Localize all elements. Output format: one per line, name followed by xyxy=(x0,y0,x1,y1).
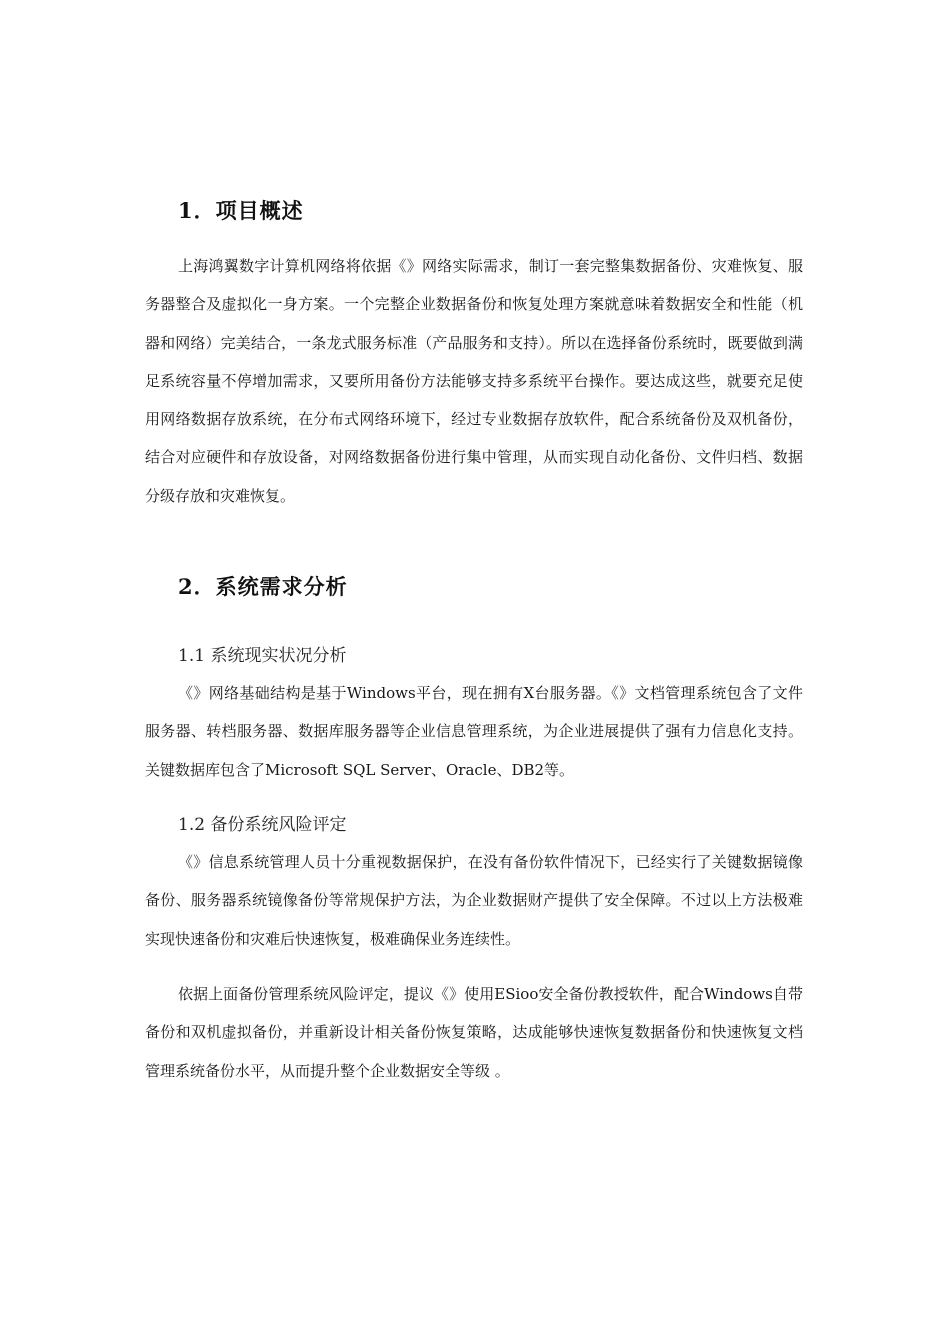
section-1-heading: 1．项目概述 xyxy=(178,198,304,223)
section-2-heading: 2．系统需求分析 xyxy=(178,574,348,599)
section-1-paragraph: 上海鸿翼数字计算机网络将依据《》网络实际需求，制订一套完整集数据备份、灾难恢复、服务器整合及虚拟化一身方案。一个完整企业数据备份和恢复处理方案就意味着数据安全和性能（机器和网络）完美结合，一条龙式服务标准（产品服务和支持）。所以在选择备份系统时，既要做到满足系统容量不停增加需求，又要所用备份方法能够支持多系统平台操作。要达成这些，就要充足使用网络数据存放系统，在分布式网络环境下，经过专业数据存放软件，配合系统备份及双机备份，结合对应硬件和存放设备，对网络数据备份进行集中管理，从而实现自动化备份、文件归档、数据分级存放和灾难恢复。 xyxy=(145,257,803,505)
closing-paragraph: 依据上面备份管理系统风险评定，提议《》使用ESioo安全备份教授软件，配合Windows自带备份和双机虚拟备份，并重新设计相关备份恢复策略，达成能够快速恢复数据备份和快速恢复文档管理系统备份水平，从而提升整个企业数据安全等级 。 xyxy=(145,985,803,1080)
subsection-1-2-title: 1.2 备份系统风险评定 xyxy=(178,815,347,835)
subsection-1-1-title: 1.1 系统现实状况分析 xyxy=(178,646,347,666)
subsection-1-2-paragraph: 《》信息系统管理人员十分重视数据保护，在没有备份软件情况下，已经实行了关键数据镜像备份、服务器系统镜像备份等常规保护方法，为企业数据财产提供了安全保障。不过以上方法极难实现快速备份和灾难后快速恢复，极难确保业务连续性。 xyxy=(145,853,803,948)
subsection-1-1-paragraph: 《》网络基础结构是基于Windows平台，现在拥有X台服务器。《》文档管理系统包含了文件服务器、转档服务器、数据库服务器等企业信息管理系统，为企业进展提供了强有力信息化支持。关键数据库包含了Microsoft SQL Server、Oracle、DB2等。 xyxy=(145,684,803,779)
